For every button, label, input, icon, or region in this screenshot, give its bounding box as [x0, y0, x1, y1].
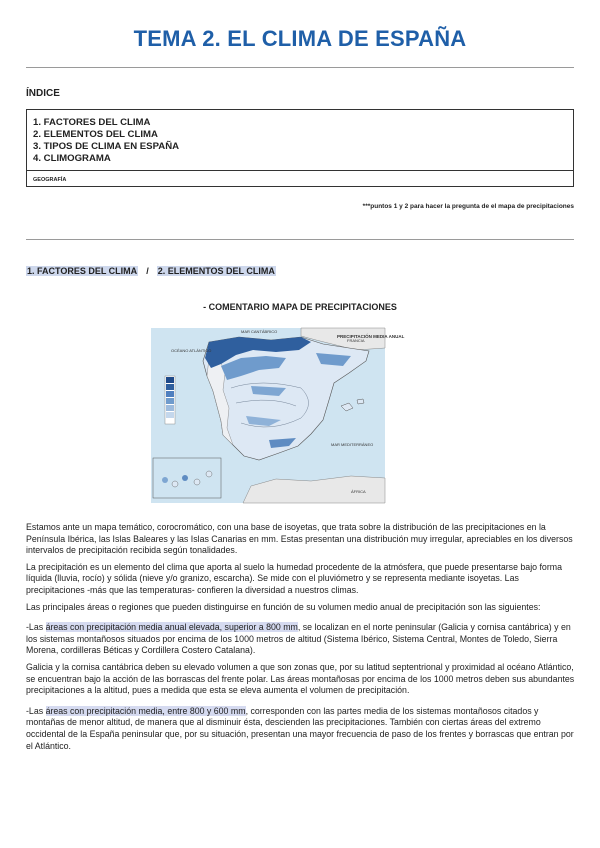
index-item: 1. FACTORES DEL CLIMA	[33, 117, 151, 128]
map-legend-swatch	[166, 412, 174, 418]
paragraph: -Las áreas con precipitación media anual elevada, superior a 800 mm, se localizan en el norte peninsular (Galicia y cornisa cantábrica) y en los sistemas montañosos situados por encima de los 1000 metros de altitud (Sistema Ibérico, Sistema Central, Montes de Toledo, Sierra Morena, cordilleras Béticas y Cordillera Costero Catalana).	[26, 622, 571, 656]
paragraph: Galicia y la cornisa cantábrica deben su elevado volumen a que son zonas que, por su latitud septentrional y proximidad al océano Atlántico, se encuentran bajo la acción de las borrascas del frente polar. Las áreas montañosas por encima de los 1000 metros deben sus abundantes precipitaciones a la altitud, pues a medida que esta se eleva aumenta el volumen de precipitación.	[26, 661, 575, 696]
map-label-atlantic: OCÉANO ATLÁNTICO	[171, 348, 212, 353]
index-item: 2. ELEMENTOS DEL CLIMA	[33, 129, 158, 140]
paragraph: Las principales áreas o regiones que pueden distinguirse en función de su volumen medio anual de precipitación son las siguientes:	[26, 601, 541, 612]
section-part2: 2. ELEMENTOS DEL CLIMA	[157, 266, 275, 276]
paragraph: Estamos ante un mapa temático, corocromático, con una base de isoyetas, que trata sobre la distribución de las precipitaciones en la Península Ibérica, las Islas Baleares y las Islas Canarias en mm. Estas presentan una distribución muy irregular, apreciables en los diversos intervalos de precipitación recibida según tonalidades.	[26, 522, 573, 556]
map-canarias-island	[162, 477, 168, 483]
map-baleares	[357, 399, 364, 404]
map-title: - COMENTARIO MAPA DE PRECIPITACIONES	[203, 302, 397, 312]
section-heading	[26, 266, 276, 276]
index-label: ÍNDICE	[26, 88, 60, 99]
map-label-francia: FRANCIA	[347, 338, 365, 343]
section-separator: /	[146, 266, 149, 276]
map-legend-swatch	[166, 377, 174, 383]
note: ***puntos 1 y 2 para hacer la pregunta de el mapa de precipitaciones	[362, 203, 574, 210]
map-legend-swatch	[166, 405, 174, 411]
subject-label: GEOGRAFÍA	[33, 177, 67, 183]
map-canarias-island	[194, 479, 200, 485]
map-header: PRECIPITACIÓN MEDIA ANUAL	[337, 334, 405, 339]
map-canarias-island	[206, 471, 212, 477]
map-label-cantabrico: MAR CANTÁBRICO	[241, 329, 278, 334]
map-canarias-island	[182, 475, 188, 481]
map-label-mediterraneo: MAR MEDITERRÁNEO	[331, 442, 374, 447]
highlight: áreas con precipitación media, entre 800 y 600 mm	[45, 705, 246, 716]
page-title: TEMA 2. EL CLIMA DE ESPAÑA	[133, 26, 467, 51]
highlight: áreas con precipitación media anual elevada, superior a 800 mm	[45, 622, 298, 633]
index-box	[26, 109, 574, 187]
divider	[26, 67, 574, 68]
body-text	[26, 522, 578, 757]
paragraph: -Las áreas con precipitación media, entre 800 y 600 mm, corresponden con las partes media de los sistemas montañosos citados y montañas de menor altitud, de manera que al disminuir ésta, descienden las precipitaciones. También con ciertas áreas del extremo occidental de la España peninsular que, por su situación, presentan una mayor frecuencia de paso de los frentes y borrascas que entran por el Atlántico.	[26, 705, 574, 751]
divider	[26, 239, 574, 240]
precipitation-map	[151, 328, 405, 503]
index-list	[33, 117, 179, 165]
index-divider	[27, 170, 573, 171]
map-legend-swatch	[166, 391, 174, 397]
map-label-africa: ÁFRICA	[351, 489, 366, 494]
index-item: 3. TIPOS DE CLIMA EN ESPAÑA	[33, 141, 180, 152]
map-canarias-island	[172, 481, 178, 487]
paragraph: La precipitación es un elemento del clima que aporta al suelo la humedad procedente de la atmósfera, que puede presentarse bajo forma líquida (lluvia, rocío) y sólida (nieve y/o granizo, escarcha). Se mide con el pluviómetro y se representa mediante isoyetas. Las precipitaciones -más que las temperaturas- confieren la diversidad a nuestros climas.	[26, 561, 562, 595]
map-legend-swatch	[166, 398, 174, 404]
map-legend-swatch	[166, 384, 174, 390]
index-item: 4. CLIMOGRAMA	[33, 153, 111, 164]
section-part1: 1. FACTORES DEL CLIMA	[27, 266, 138, 276]
